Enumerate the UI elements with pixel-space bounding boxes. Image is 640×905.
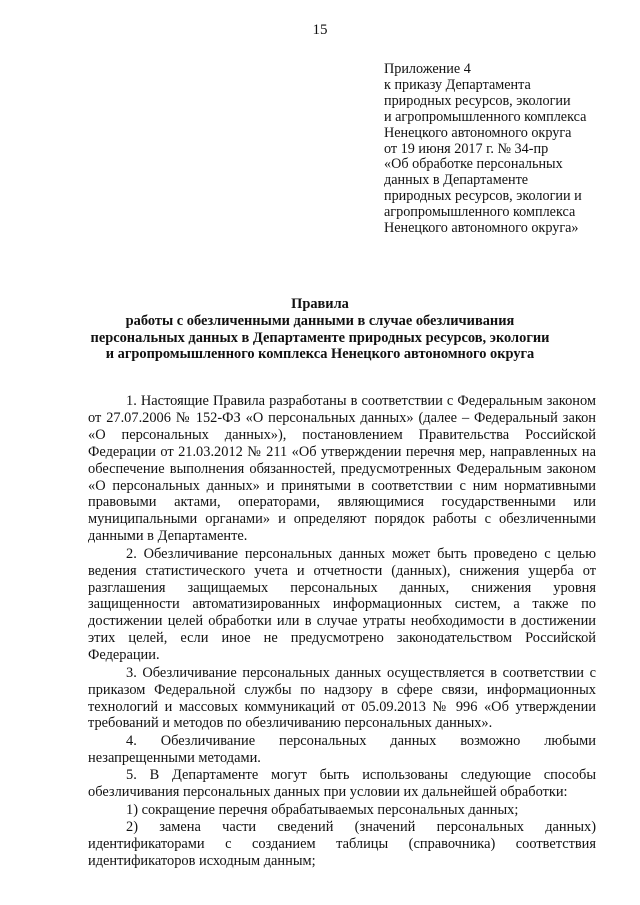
paragraph-5: 5. В Департаменте могут быть использованы следующие способы обезличивания персональных данных при условии их дальнейшей обработки: (88, 767, 596, 801)
appendix-line: «Об обработке персональных (384, 156, 563, 173)
document-body (88, 393, 596, 870)
list-item-1: 1) сокращение перечня обрабатываемых персональных данных; (126, 801, 519, 818)
title-line: работы с обезличенными данными в случае обезличивания (125, 312, 515, 329)
title-line: персональных данных в Департаменте природных ресурсов, экологии (90, 329, 550, 346)
appendix-line: природных ресурсов, экологии (384, 92, 571, 109)
appendix-line: Ненецкого автономного округа» (384, 220, 579, 237)
appendix-line: природных ресурсов, экологии и (384, 188, 582, 205)
appendix-line: Ненецкого автономного округа (384, 124, 572, 141)
paragraph-1: 1. Настоящие Правила разработаны в соответствии с Федеральным законом от 27.07.2006 № 152-ФЗ «О персональных данных» (далее – Федеральный закон «О персональных данных»), постановлением Правительства Российской Федерации от 21.03.2012 № 211 «Об утверждении перечня мер, направленных на обеспечение выполнения обязанностей, предусмотренных Федеральным законом «О персональных данных» и принятыми в соответствии с ним нормативными правовыми актами, операторами, являющимися государственными или муниципальными органами» и определяют порядок работы с обезличенными данными в Департаменте. (88, 393, 596, 545)
paragraph-2: 2. Обезличивание персональных данных может быть проведено с целью ведения статистического учета и отчетности (данных), снижения ущерба от разглашения защищаемых персональных данных, снижения уровня защищенности автоматизированных информационных систем, а также по достижении целей обработки или в случае утраты необходимости в достижении этих целей, если иное не предусмотрено законодательством Российской Федерации. (88, 545, 596, 664)
appendix-line: от 19 июня 2017 г. № 34-пр (384, 140, 549, 157)
appendix-line: к приказу Департамента (384, 76, 531, 93)
document-title (60, 296, 580, 363)
appendix-line: и агропромышленного комплекса (384, 108, 587, 125)
appendix-line: агропромышленного комплекса (384, 204, 576, 221)
page-number: 15 (312, 22, 328, 38)
appendix-line: данных в Департаменте (384, 172, 529, 189)
paragraph-3: 3. Обезличивание персональных данных осуществляется в соответствии с приказом Федеральной службы по надзору в сфере связи, информационных технологий и массовых коммуникаций от 05.09.2013 № 996 «Об утверждении требований и методов по обезличиванию персональных данных». (88, 664, 596, 732)
appendix-block (384, 62, 624, 237)
list-item-2: 2) замена части сведений (значений персональных данных) идентификаторами с созданием таблицы (справочника) соответствия идентификаторов исходным данным; (88, 819, 596, 870)
paragraph-4: 4. Обезличивание персональных данных возможно любыми незапрещенными методами. (88, 732, 596, 766)
title-line: Правила (291, 296, 349, 312)
appendix-line: Приложение 4 (384, 61, 471, 77)
title-line: и агропромышленного комплекса Ненецкого автономного округа (105, 346, 535, 363)
